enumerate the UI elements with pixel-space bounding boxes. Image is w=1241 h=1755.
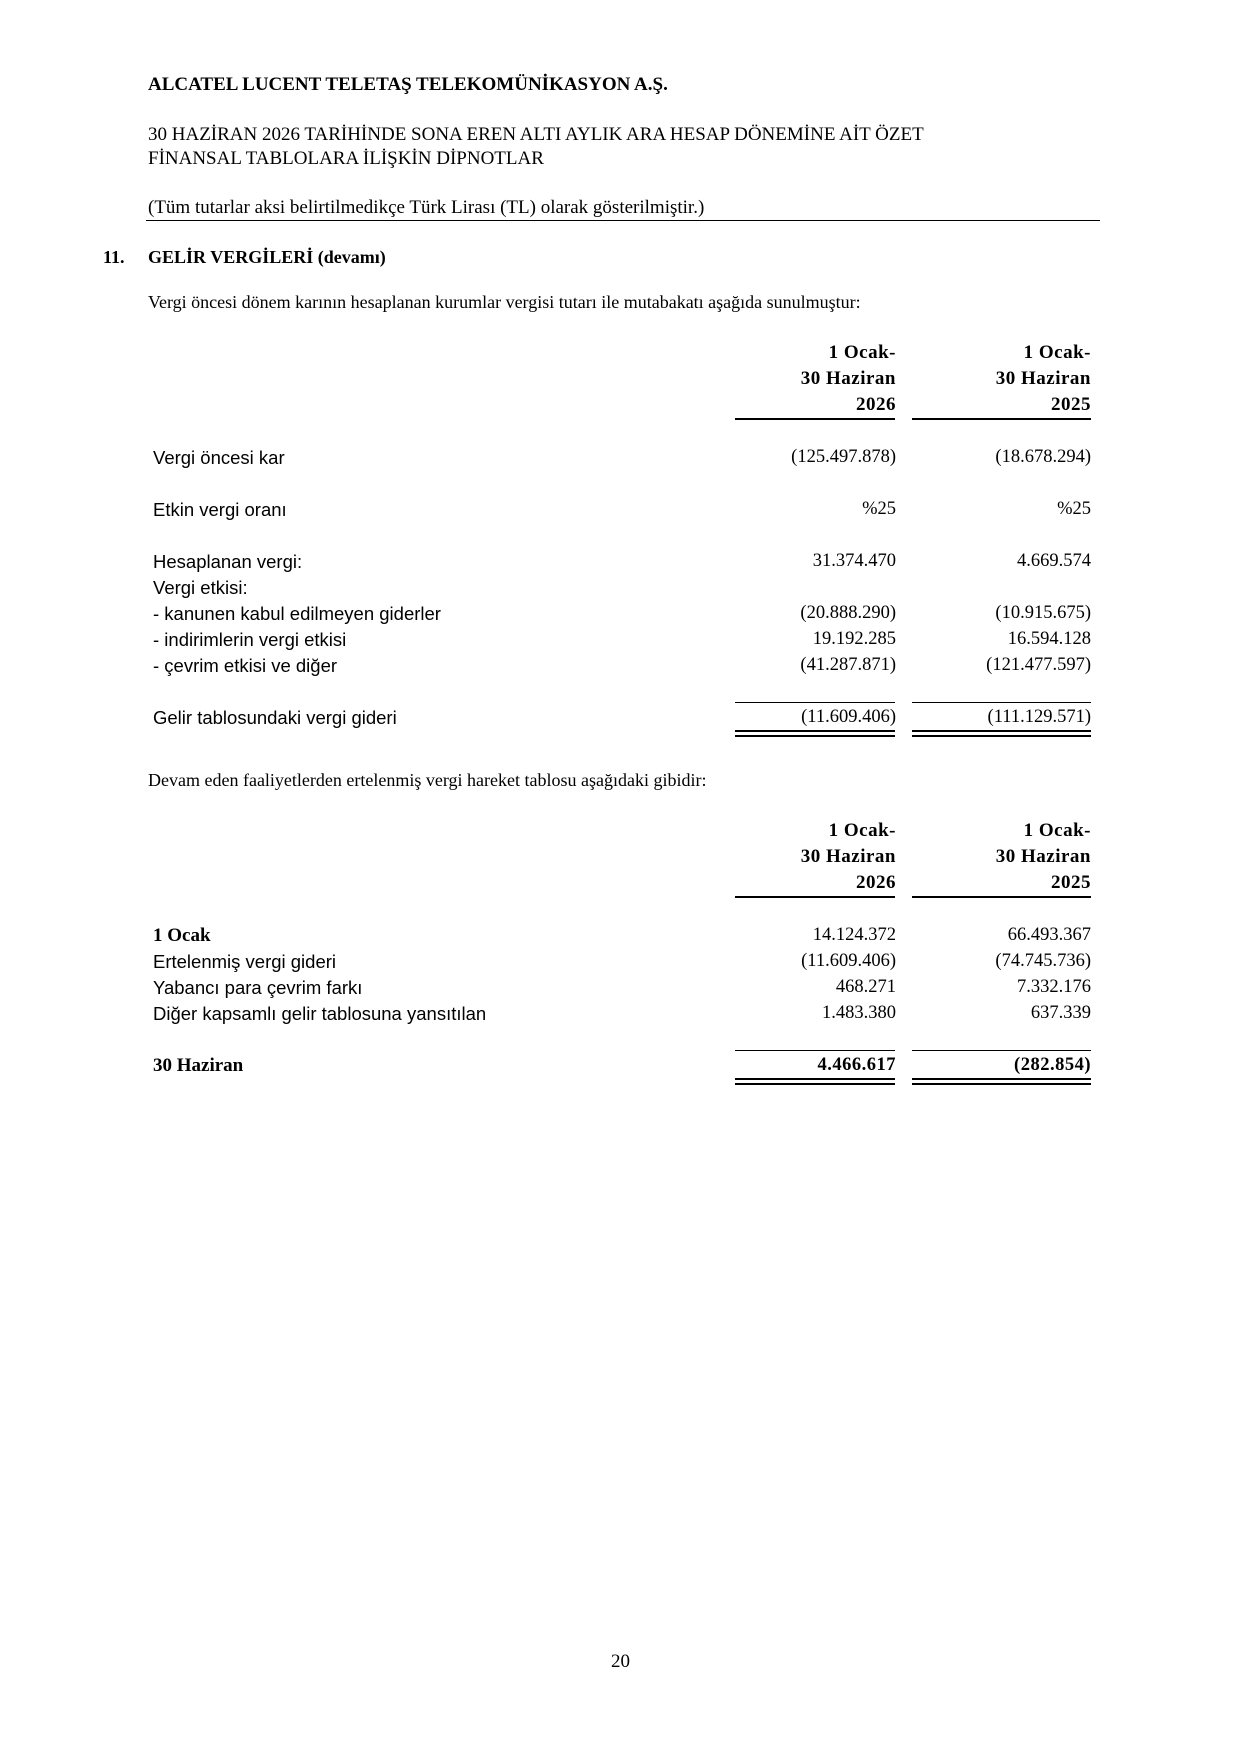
table1-col1-line2: 30 Haziran — [800, 368, 896, 389]
table2-col2-header-rule — [912, 896, 1091, 898]
table1-total-double-rule — [912, 730, 1091, 737]
table1-row-label: - çevrim etkisi ve diğer — [153, 655, 338, 676]
table2-row-label: Yabancı para çevrim farkı — [153, 977, 363, 998]
table1-col1-line1: 1 Ocak- — [828, 342, 896, 363]
table1-row-value-2026: (125.497.878) — [791, 447, 896, 467]
page-number: 20 — [611, 1651, 630, 1672]
table2-total-top-rule — [735, 1050, 895, 1051]
table2-col1-line3: 2026 — [856, 872, 896, 893]
table1-total-double-rule — [735, 730, 895, 737]
table2-row-value-2026: 468.271 — [835, 977, 896, 997]
table2-total-value-2026: 4.466.617 — [817, 1055, 896, 1075]
table1-total-value-2026: (11.609.406) — [801, 707, 896, 727]
table2-row-value-2026: 14.124.372 — [812, 925, 896, 945]
table1-row-value-2026: (41.287.871) — [800, 655, 896, 675]
table1-col2-header — [996, 340, 1091, 418]
table1-row-value-2026: 19.192.285 — [812, 629, 896, 649]
table2-row-value-2026: (11.609.406) — [801, 951, 896, 971]
table1-row-value-2025: (18.678.294) — [995, 447, 1091, 467]
table1-col1-header — [801, 340, 896, 418]
table2-col2-line3: 2025 — [1051, 872, 1091, 893]
table1-total-top-rule — [912, 702, 1091, 703]
table1-row-label: Hesaplanan vergi: — [153, 551, 303, 572]
table2-col2-header — [996, 818, 1091, 896]
table2-row-value-2025: 66.493.367 — [1007, 925, 1091, 945]
table1-row-value-2026: (20.888.290) — [800, 603, 896, 623]
currency-note: (Tüm tutarlar aksi belirtilmedikçe Türk Lirası (TL) olarak gösterilmiştir.) — [148, 197, 705, 218]
table2-total-value-2025: (282.854) — [1014, 1055, 1091, 1075]
document-subtitle — [148, 123, 924, 171]
table1-total-top-rule — [735, 702, 895, 703]
table1-col2-line2: 30 Haziran — [995, 368, 1091, 389]
table1-col2-line1: 1 Ocak- — [1023, 342, 1091, 363]
table2-col1-line2: 30 Haziran — [800, 846, 896, 867]
table1-row-value-2025: (10.915.675) — [995, 603, 1091, 623]
table2-row-label: Ertelenmiş vergi gideri — [153, 951, 337, 972]
table1-row-value-2026: %25 — [862, 499, 896, 519]
table1-total-label: Gelir tablosundaki vergi gideri — [153, 707, 397, 728]
table2-total-double-rule — [912, 1078, 1091, 1085]
table2-col2-line2: 30 Haziran — [995, 846, 1091, 867]
table1-row-label: - kanunen kabul edilmeyen giderler — [153, 603, 441, 624]
table1-row-value-2025: 4.669.574 — [1017, 551, 1091, 571]
table1-total-value-2025: (111.129.571) — [987, 707, 1091, 727]
table2-intro: Devam eden faaliyetlerden ertelenmiş vergi hareket tablosu aşağıdaki gibidir: — [148, 770, 707, 790]
table2-row-value-2026: 1.483.380 — [822, 1003, 896, 1023]
section-number: 11. — [103, 247, 125, 267]
table1-col1-line3: 2026 — [856, 394, 896, 415]
table1-intro: Vergi öncesi dönem karının hesaplanan kurumlar vergisi tutarı ile mutabakatı aşağıda sunulmuştur: — [148, 292, 861, 312]
table1-row-value-2025: %25 — [1057, 499, 1091, 519]
table2-total-top-rule — [912, 1050, 1091, 1051]
section-title: GELİR VERGİLERİ (devamı) — [148, 247, 386, 267]
table1-row-value-2025: 16.594.128 — [1007, 629, 1091, 649]
table1-row-label: - indirimlerin vergi etkisi — [153, 629, 347, 650]
table1-row-label: Etkin vergi oranı — [153, 499, 287, 520]
table2-row-label: Diğer kapsamlı gelir tablosuna yansıtılan — [153, 1003, 487, 1024]
subtitle-line-1: 30 HAZİRAN 2026 TARİHİNDE SONA EREN ALTI AYLIK ARA HESAP DÖNEMİNE AİT ÖZET — [148, 124, 924, 145]
table2-row-value-2025: 7.332.176 — [1017, 977, 1091, 997]
table1-col2-header-rule — [912, 418, 1091, 420]
table1-row-value-2026: 31.374.470 — [812, 551, 896, 571]
subtitle-line-2: FİNANSAL TABLOLARA İLİŞKİN DİPNOTLAR — [148, 148, 544, 169]
table2-col1-header-rule — [735, 896, 895, 898]
table2-col1-line1: 1 Ocak- — [828, 820, 896, 841]
table2-total-label: 30 Haziran — [153, 1055, 244, 1076]
table1-row-label: Vergi etkisi: — [153, 577, 248, 598]
company-name: ALCATEL LUCENT TELETAŞ TELEKOMÜNİKASYON A.Ş. — [148, 74, 668, 95]
table2-total-double-rule — [735, 1078, 895, 1085]
table1-row-value-2025: (121.477.597) — [986, 655, 1091, 675]
table2-row-value-2025: 637.339 — [1030, 1003, 1091, 1023]
header-divider — [146, 220, 1100, 221]
table1-col2-line3: 2025 — [1051, 394, 1091, 415]
table2-col2-line1: 1 Ocak- — [1023, 820, 1091, 841]
table2-row-label: 1 Ocak — [153, 925, 211, 946]
table1-col1-header-rule — [735, 418, 895, 420]
table2-col1-header — [801, 818, 896, 896]
table2-row-value-2025: (74.745.736) — [995, 951, 1091, 971]
table1-row-label: Vergi öncesi kar — [153, 447, 285, 468]
